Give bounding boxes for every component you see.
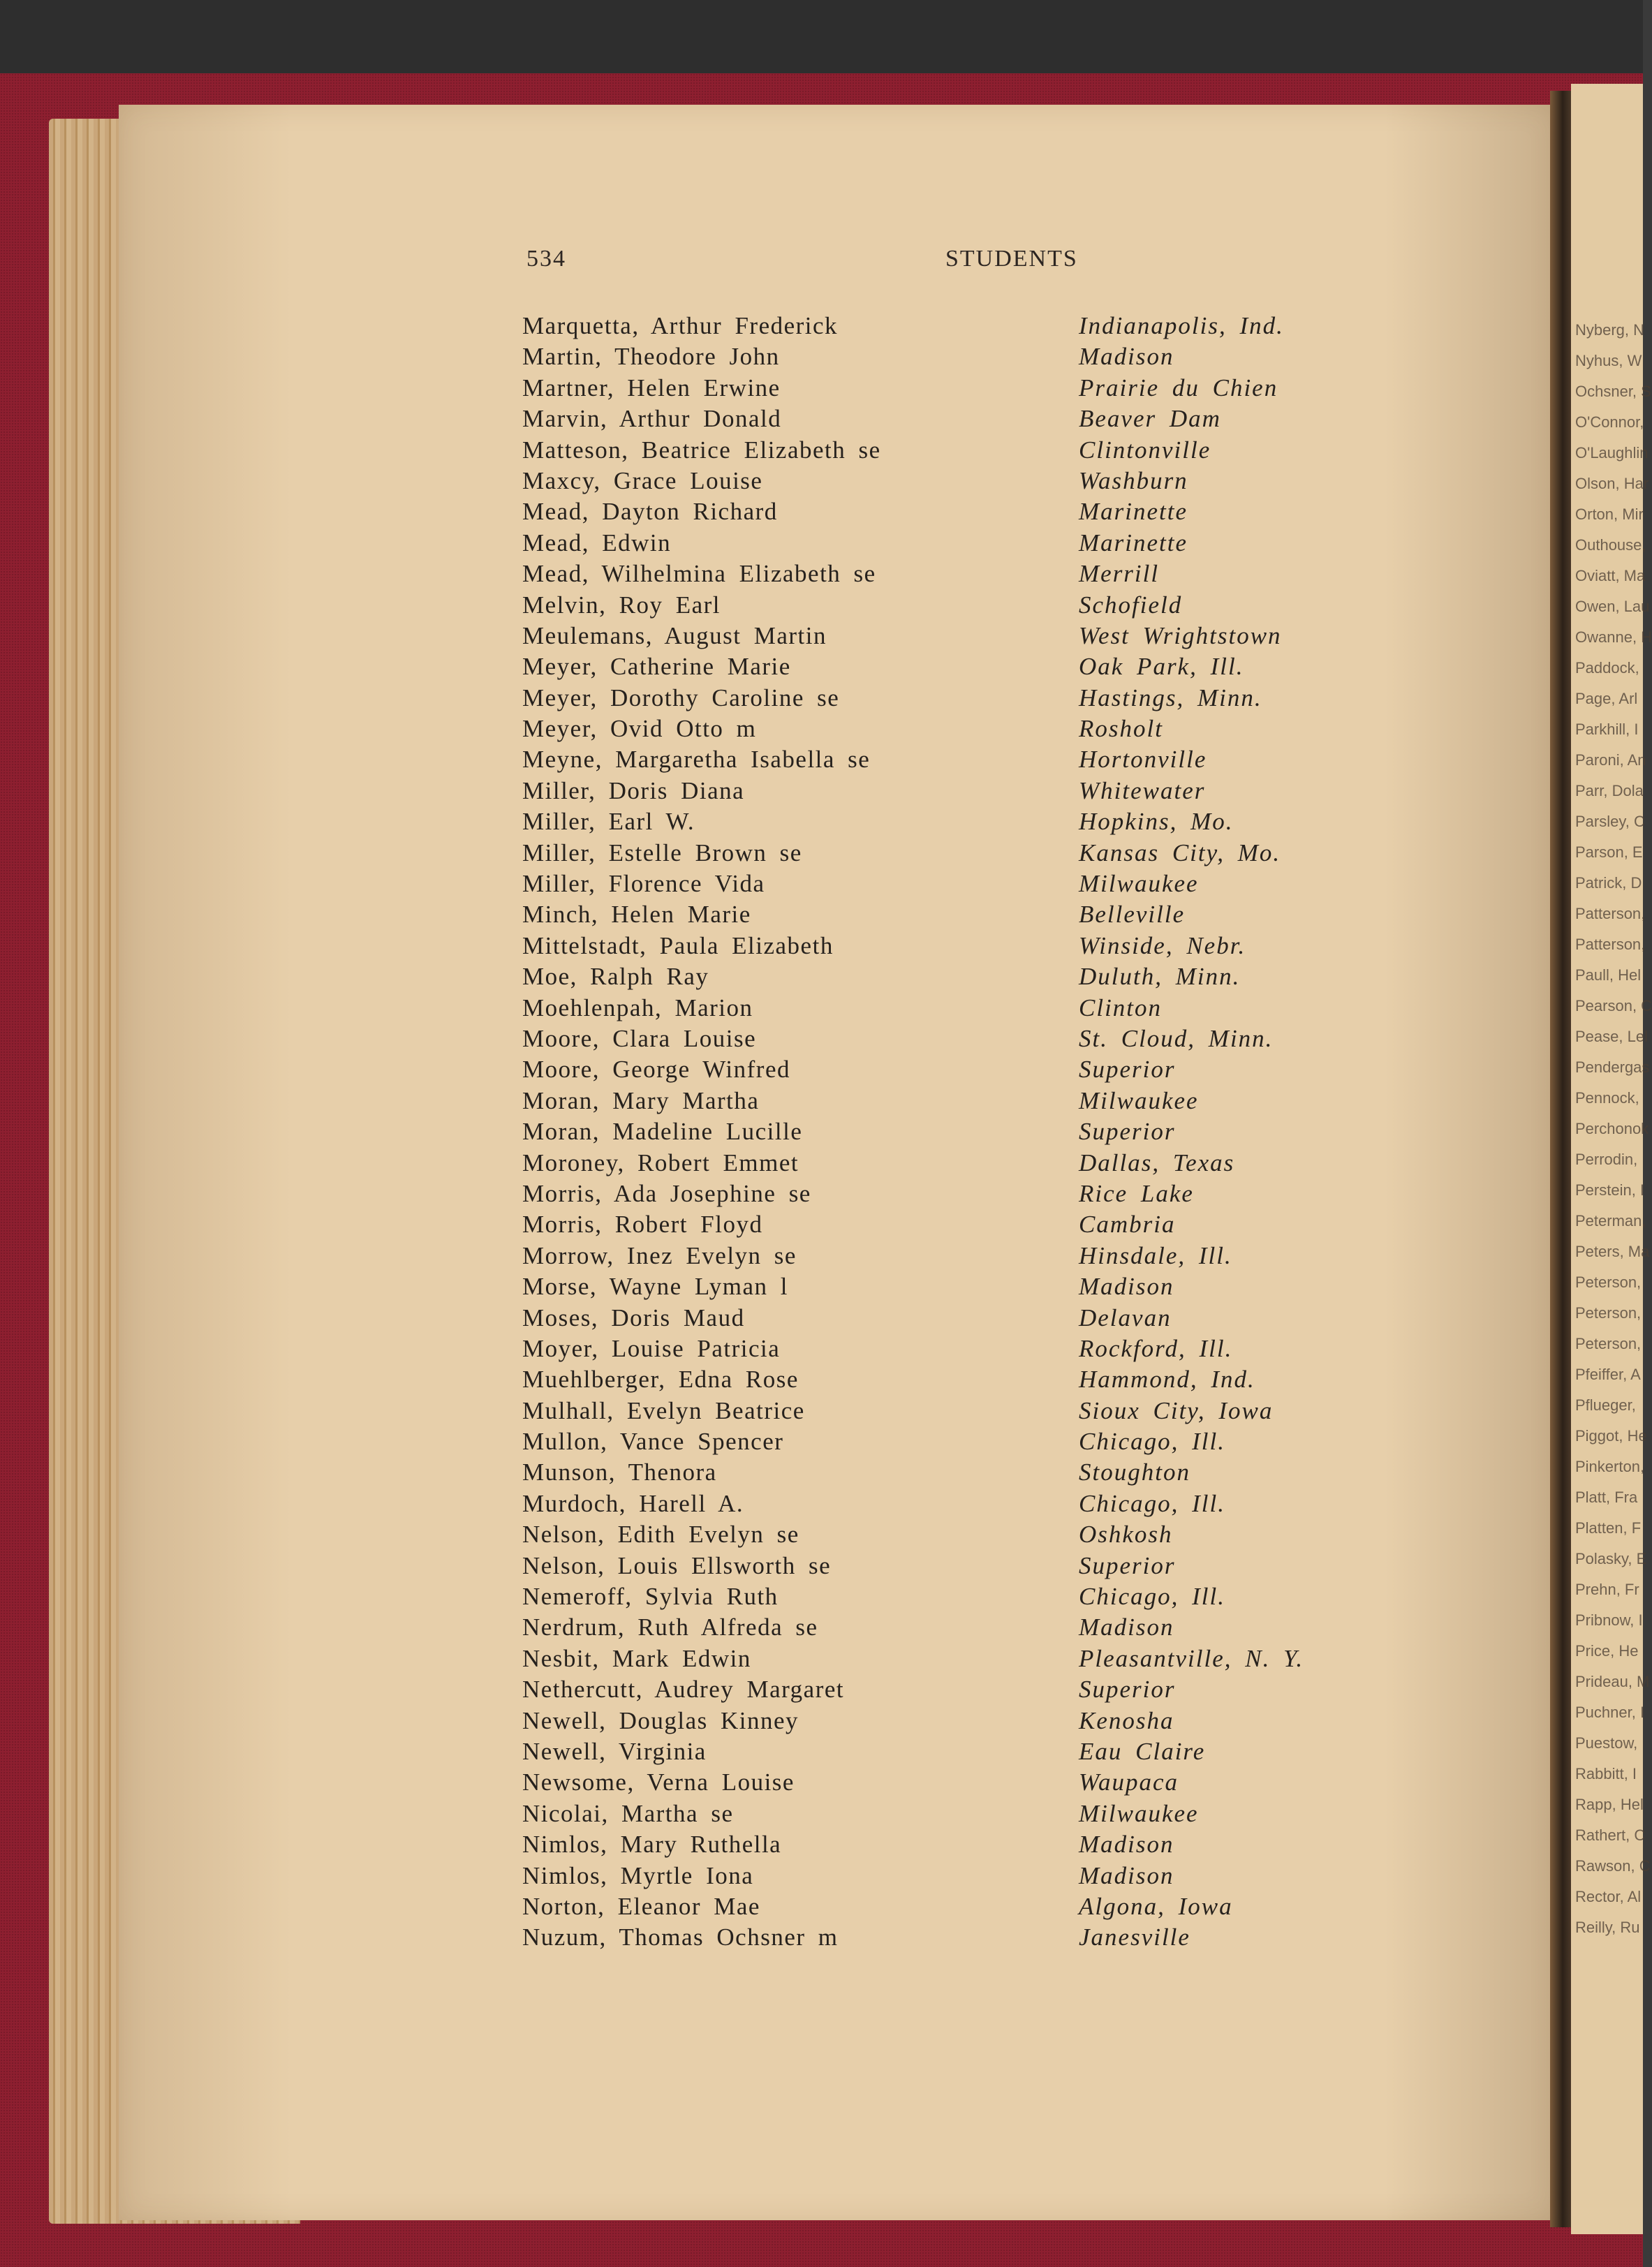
list-item [522,1149,1395,1180]
student-name: Miller, Estelle Brown se [522,839,802,866]
facing-page-line: Patterson, [1575,905,1646,922]
student-hometown: Superior [1079,1551,1176,1579]
list-item [522,374,1395,405]
student-name: Nuzum, Thomas Ochsner m [522,1923,839,1951]
student-hometown: Indianapolis, Ind. [1079,312,1284,339]
facing-page-line: O'Connor, [1575,413,1644,431]
facing-page-line: Oviatt, Ma [1575,567,1646,584]
facing-page-line: Platten, F [1575,1519,1642,1537]
list-item [522,994,1395,1025]
student-name: Morse, Wayne Lyman l [522,1273,789,1301]
student-hometown: Merrill [1079,560,1160,588]
student-name: Muehlberger, Edna Rose [522,1366,799,1394]
list-item [522,1304,1395,1335]
facing-page-line: Perrodin, [1575,1151,1638,1168]
student-hometown: West Wrightstown [1079,621,1282,649]
student-name: Newell, Virginia [522,1737,707,1765]
list-item [522,777,1395,808]
facing-page-line: Paddock, [1575,659,1639,677]
facing-page-line: Prideau, M [1575,1673,1650,1690]
facing-page-line: Parr, Dola [1575,782,1644,799]
student-name: Moran, Madeline Lucille [522,1118,803,1146]
list-item [522,1273,1395,1304]
list-item [522,1211,1395,1241]
list-item [522,1893,1395,1923]
facing-page-line: Pearson, C [1575,997,1652,1014]
student-hometown: Hopkins, Mo. [1079,808,1234,836]
student-hometown: Belleville [1079,901,1186,929]
student-hometown: Superior [1079,1056,1176,1084]
list-item [522,1676,1395,1706]
student-name: Marquetta, Arthur Frederick [522,312,839,339]
student-hometown: Whitewater [1079,776,1206,804]
list-item [522,1831,1395,1861]
facing-page-line: Paroni, An [1575,751,1646,769]
student-hometown: Madison [1079,343,1174,371]
student-name: Meulemans, August Martin [522,621,827,649]
background-dark [0,0,1643,84]
facing-page-line: Rawson, C [1575,1857,1651,1875]
student-name: Moyer, Louise Patricia [522,1334,781,1362]
facing-page-line: Rathert, C [1575,1826,1646,1844]
student-name: Moe, Ralph Ray [522,963,709,991]
facing-page-line: O'Laughlin [1575,444,1649,461]
student-hometown: Superior [1079,1118,1176,1146]
student-name: Nethercutt, Audrey Margaret [522,1676,845,1704]
facing-page-line: Rector, Al [1575,1888,1642,1905]
list-item [522,1459,1395,1489]
student-hometown: Dallas, Texas [1079,1149,1235,1176]
facing-page-line: Outhouse, [1575,536,1646,554]
facing-page-line: Ochsner, S [1575,383,1651,400]
facing-page-line: Pflueger, [1575,1396,1636,1414]
list-item [522,1768,1395,1799]
list-item [522,436,1395,467]
facing-page-line: Parkhill, I [1575,721,1639,738]
facing-page-line: Peterson, [1575,1304,1642,1322]
student-name: Newsome, Verna Louise [522,1768,795,1796]
student-name: Morris, Ada Josephine se [522,1179,811,1207]
facing-page-line: Patterson, [1575,936,1646,953]
student-hometown: Delavan [1079,1304,1172,1331]
list-item [522,1428,1395,1459]
student-name: Mittelstadt, Paula Elizabeth [522,931,834,959]
student-hometown: Milwaukee [1079,870,1199,898]
student-name: Nelson, Louis Ellsworth se [522,1551,832,1579]
student-name: Mulhall, Evelyn Beatrice [522,1396,805,1424]
facing-page-line: Pfeiffer, A [1575,1366,1641,1383]
student-hometown: Hammond, Ind. [1079,1366,1255,1394]
facing-page-line: Owen, Lau [1575,598,1650,615]
student-name: Martner, Helen Erwine [522,374,781,401]
list-item [522,1521,1395,1551]
facing-page-line: Reilly, Ru [1575,1919,1640,1936]
student-name: Newell, Douglas Kinney [522,1706,799,1734]
student-hometown: Kansas City, Mo. [1079,839,1281,866]
student-name: Mead, Dayton Richard [522,498,778,526]
student-hometown: Rosholt [1079,715,1163,743]
list-item [522,1645,1395,1676]
student-hometown: Hinsdale, Ill. [1079,1241,1232,1269]
student-name: Meyer, Catherine Marie [522,653,791,681]
facing-page-line: Pribnow, I [1575,1611,1643,1629]
facing-page-line: Rapp, Hel [1575,1796,1644,1813]
list-item [522,560,1395,591]
list-item [522,1738,1395,1768]
list-item [522,498,1395,529]
student-name: Nelson, Edith Evelyn se [522,1521,799,1549]
list-item [522,808,1395,839]
list-item [522,312,1395,343]
running-head: STUDENTS [945,246,1078,272]
student-name: Miller, Earl W. [522,808,695,836]
page-number: 534 [526,246,566,272]
student-name: Meyne, Margaretha Isabella se [522,746,871,774]
student-name: Moran, Mary Martha [522,1086,760,1114]
facing-page-line: Parson, E [1575,843,1643,861]
list-item [522,1800,1395,1831]
student-hometown: Madison [1079,1831,1174,1859]
student-name: Nicolai, Martha se [522,1799,734,1827]
student-hometown: Marinette [1079,529,1188,556]
list-item [522,1862,1395,1893]
student-hometown: Algona, Iowa [1079,1892,1233,1920]
student-hometown: Clintonville [1079,436,1211,464]
student-hometown: St. Cloud, Minn. [1079,1024,1274,1052]
facing-page-line: Olson, Har [1575,475,1649,492]
list-item [522,622,1395,653]
student-hometown: Kenosha [1079,1706,1174,1734]
list-item [522,529,1395,560]
facing-page-line: Owanne, H [1575,628,1652,646]
list-item [522,1180,1395,1211]
facing-page-line: Rabbitt, I [1575,1765,1637,1782]
list-item [522,1707,1395,1738]
student-name: Norton, Eleanor Mae [522,1892,760,1920]
facing-page-line: Piggot, He [1575,1427,1647,1445]
facing-page-line: Nyberg, N [1575,321,1645,339]
student-hometown: Superior [1079,1676,1176,1704]
book-gutter [1550,91,1571,2227]
facing-page-line: Platt, Fra [1575,1489,1638,1506]
student-list [522,312,1395,1955]
list-item [522,1614,1395,1644]
facing-page-line: Nyhus, W [1575,352,1642,369]
student-hometown: Beaver Dam [1079,405,1221,433]
student-hometown: Schofield [1079,591,1183,619]
student-name: Mullon, Vance Spencer [522,1428,784,1456]
facing-page-line: Parsley, C [1575,813,1645,830]
student-name: Nimlos, Myrtle Iona [522,1861,754,1889]
list-item [522,963,1395,994]
facing-page-line: Peterson, [1575,1273,1642,1291]
list-item [522,1056,1395,1086]
list-item [522,684,1395,715]
student-hometown: Oshkosh [1079,1521,1173,1549]
student-name: Nesbit, Mark Edwin [522,1644,751,1672]
student-name: Mead, Wilhelmina Elizabeth se [522,560,876,588]
student-hometown: Hortonville [1079,746,1207,774]
student-name: Minch, Helen Marie [522,901,751,929]
facing-page-line: Polasky, E [1575,1550,1647,1567]
list-item [522,467,1395,498]
facing-page-line: Peterson, [1575,1335,1642,1352]
facing-page-line: Orton, Mir [1575,505,1644,523]
list-item [522,746,1395,776]
student-name: Morrow, Inez Evelyn se [522,1241,797,1269]
facing-page-line: Page, Arl [1575,690,1638,707]
list-item [522,653,1395,684]
facing-page-line: Pendergas [1575,1058,1650,1076]
student-hometown: Cambria [1079,1211,1176,1239]
student-hometown: Chicago, Ill. [1079,1583,1225,1611]
facing-page-line: Pinkerton, [1575,1458,1645,1475]
student-name: Miller, Doris Diana [522,776,745,804]
student-name: Moore, George Winfred [522,1056,790,1084]
facing-page-line: Perchonok [1575,1120,1649,1137]
student-name: Matteson, Beatrice Elizabeth se [522,436,881,464]
facing-page-line: Perstein, I [1575,1181,1645,1199]
student-name: Nerdrum, Ruth Alfreda se [522,1614,818,1641]
student-name: Munson, Thenora [522,1459,717,1486]
list-item [522,870,1395,901]
student-name: Marvin, Arthur Donald [522,405,782,433]
student-hometown: Washburn [1079,466,1188,494]
student-hometown: Duluth, Minn. [1079,963,1241,991]
student-name: Mead, Edwin [522,529,672,556]
list-item [522,1242,1395,1273]
facing-page-line: Paull, Hel [1575,966,1642,984]
student-name: Moses, Doris Maud [522,1304,745,1331]
student-hometown: Chicago, Ill. [1079,1428,1225,1456]
student-hometown: Rockford, Ill. [1079,1334,1233,1362]
student-hometown: Janesville [1079,1923,1190,1951]
list-item [522,932,1395,963]
student-hometown: Oak Park, Ill. [1079,653,1244,681]
student-name: Martin, Theodore John [522,343,780,371]
list-item [522,1335,1395,1366]
student-hometown: Stoughton [1079,1459,1190,1486]
list-item [522,1118,1395,1149]
student-hometown: Eau Claire [1079,1737,1206,1765]
student-hometown: Prairie du Chien [1079,374,1278,401]
list-item [522,1366,1395,1396]
facing-page-line: Pease, Lel [1575,1028,1648,1045]
student-hometown: Winside, Nebr. [1079,931,1246,959]
student-hometown: Waupaca [1079,1768,1179,1796]
student-name: Melvin, Roy Earl [522,591,721,619]
student-name: Nemeroff, Sylvia Ruth [522,1583,779,1611]
student-hometown: Rice Lake [1079,1179,1194,1207]
facing-page-line: Peterman, [1575,1212,1646,1230]
student-hometown: Sioux City, Iowa [1079,1396,1274,1424]
facing-page-line: Puestow, [1575,1734,1638,1752]
student-name: Maxcy, Grace Louise [522,466,763,494]
student-name: Meyer, Dorothy Caroline se [522,684,840,711]
list-item [522,1923,1395,1954]
student-name: Murdoch, Harell A. [522,1489,744,1517]
student-name: Moehlenpah, Marion [522,994,753,1021]
list-item [522,1025,1395,1056]
facing-page [1571,84,1652,2234]
list-item [522,1397,1395,1428]
list-item [522,715,1395,746]
facing-page-line: Peters, Ma [1575,1243,1650,1260]
list-item [522,839,1395,870]
student-hometown: Chicago, Ill. [1079,1489,1225,1517]
student-hometown: Pleasantville, N. Y. [1079,1644,1304,1672]
list-item [522,343,1395,374]
student-hometown: Clinton [1079,994,1163,1021]
student-hometown: Madison [1079,1861,1174,1889]
facing-page-line: Puchner, I [1575,1704,1645,1721]
student-hometown: Madison [1079,1614,1174,1641]
student-hometown: Milwaukee [1079,1086,1199,1114]
list-item [522,405,1395,436]
student-name: Morris, Robert Floyd [522,1211,763,1239]
facing-page-line: Prehn, Fr [1575,1581,1639,1598]
list-item [522,901,1395,931]
facing-page-line: Pennock, [1575,1089,1639,1107]
facing-page-line: Patrick, D [1575,874,1642,892]
list-item [522,1552,1395,1583]
page-header [526,246,1120,276]
student-hometown: Marinette [1079,498,1188,526]
student-name: Moore, Clara Louise [522,1024,757,1052]
student-hometown: Milwaukee [1079,1799,1199,1827]
list-item [522,1583,1395,1614]
student-name: Moroney, Robert Emmet [522,1149,799,1176]
student-hometown: Madison [1079,1273,1174,1301]
list-item [522,1490,1395,1521]
student-name: Nimlos, Mary Ruthella [522,1831,782,1859]
list-item [522,1087,1395,1118]
student-hometown: Hastings, Minn. [1079,684,1262,711]
list-item [522,591,1395,622]
student-name: Meyer, Ovid Otto m [522,715,757,743]
student-name: Miller, Florence Vida [522,870,765,898]
facing-page-line: Price, He [1575,1642,1639,1660]
